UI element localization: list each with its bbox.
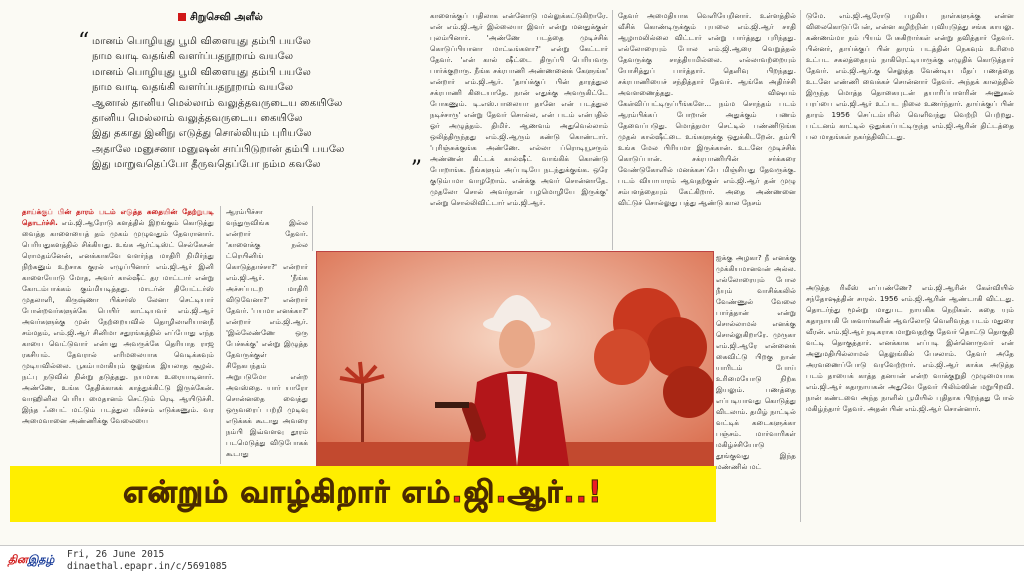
column-divider [800,10,801,522]
body-text: ஆரம்பிச்சா வந்துருவிங்க இல்ல என்றார் தேவர். 'காளைக்கு நல்ல ட்ரெயினிங் கொடுத்தாச்சா?' என்றார் எம்.ஜி.ஆர். 'நீங்க அச்சப்படற மாதிரி விடுவேனா?' என்றார் தேவர். 'பயமா எனக்கா?' என்றார் எம்.ஜி.ஆர். 'இல்லேண்ணே ஒரு பேச்சுக்கு' என்று இழுத்த தேவருக்குள் சிநேகபந்தம் அறுபடுமோ என்ற அவஸ்தை. யார் யாரோ சொன்னதை வைத்து ஒருவரைப் பற்றி முடிவு எடுக்கக் கூடாது அவரை நம்பி இவ்வளவு தூரம் படமெடுத்து விடுபோகக் கூடாது [226,207,308,458]
article-column-4 [618,10,796,248]
poem-line: மானம் பொழியுது பூமி விளையுது தம்பி பயலே [92,36,311,47]
source-url[interactable]: dinaethal.epapr.in/c/5691085 [67,561,228,572]
portrait-illustration [317,252,713,466]
poem-line: மானம் பொழியுது பூமி விளையுது தம்பி பயலே [92,66,311,78]
article-column-5 [806,10,1014,276]
article-column-3 [430,10,608,248]
article-column-2 [226,206,308,464]
footer-meta [67,549,227,573]
column-divider [612,10,613,250]
poem-line: தானிய மெல்லாம் வலுத்தவருடைய கையிலே [92,113,303,125]
body-text: எம்.ஜி.ஆரோடு களத்தில் இறங்கும் கொடுத்து வைத்த காளையைத் தம் முகம் முழுவதும் தேவரானார். பெரியதுகளத்தில் சிக்கியது. உங்க ஆர்ட்டிஸ்ட் செல்கேசன் ரொமதம்னேன், எனக்காகவே வளர்ந்த மாதிரி நிமிர்ந்து நிற்கனும் உற்சாக குரல் எழுப்பினார் எம்.ஜி.ஆர் இனி காளையோடு மோத, அவர் கால்ஷீட் தர மாட்டார் என்று கோடம்பாக்கம் கும்மியடித்தது. மாடர்ன் தியேட்டர்ஸ் முதலாளி, கிருஷ்ணா பிக்சர்ஸ் லேனா செட்டியார் போன்றவர்களுக்கே பெயிர் காட்டியவர் எம்.ஜி.ஆர் அவர்களுக்கு முன் நேற்றையவில் தொழிலாளியானநீ சம்மதம், எம்.ஜி.ஆர் சினிமா சதுரங்கத்தில் எப்போது எந்த காயை வெட்டுவார் என்பது அவருக்கே தெரியாத ராஜ ரகசியம். தேவரால் எரிமலையாக வெடிக்கவும் முடியவில்லை. பூகம்பமாகியும் குலுங்க இயலாத சூழல். நட்பு நடுவில் நின்று தடுத்தது. நயமாக உரையாடினார். அண்ணே, உங்க தேதிக்காகக் காத்துக்கிட்டு இருக்கேன். வாஹினில பெரிய மைதானம் செட்டும் ரெடி ஆயிடுச்சி. இந்த ஃபைட் மட்டும் படத்துல மிச்சம் எடுக்கணும். வர அமைவானை அண்ணிக்கு வேலையை [22,218,214,425]
byline: சிறுசெவி அளீல் [178,12,263,24]
headline-banner [10,466,716,522]
body-text: தேவர் அமைதியாக வெளியேறினார். உள்ளத்தில் வீசிக் கொண்டிருக்கும் புயலை எம்.ஜி.ஆர் சாதி ஆழாமலில்லை விட்டார் என்று பார்த்தது புரிந்தது. எல்லோரையும் போல எம்.ஜி.ஆரை வெறுத்தல் தேவருக்கு சாத்தியமில்லை. எல்லாவற்றையும் யோசித்துப் பார்த்தார். தெளிவு பிறந்தது. சக்ரபாணியைச் சந்தித்தார் தேவர். ஆங்கே அதிர்ச்சி அவளணைத்தது. விஷயம் கேள்விப்பட்டிருப்பீங்களே... நம்ம சொந்தம் படம் ஆரம்பிக்கப் போறான் அதுக்கும் பணம் தேவைப்படுது. மொத்தமா செட்டில் பண்ணிடுங்க முதல் கால்ஷீட்டை உங்களுக்கு ஒதுக்கிடறேன். தம்பி உங்க மேல பிரியமா இருக்கான். உடனே முடிச்சிக் கொடுப்பான். சக்ரபாணியின் சர்க்கரை வேண்டுகோளில் மனக்கசப்பே மிஞ்சியது தேவருக்கு. படம் வியாபாரம் ஆவதற்குள் எம்.ஜி.ஆர் தன் முழு சம்பளத்தையும் கேட்கிறார். அதை அண்ணனை விட்டுச் சொல்லுது பத்து ஆண்டு கால நேசம் [618,11,796,207]
close-quote-icon: ” [410,156,422,182]
poem-quote [78,29,422,182]
body-text: காளைக்குப் பதிலாக என்னோடு மல்லுக்கட்டுகிறாரே. என் எம்.ஜி.ஆர் இல்லையா இவர் என்று மனதுக்குள் புலம்பினார். 'அண்ணே படத்தை முடிச்சிக் கொடுப்பியானா மாட்டீங்களா?' என்று கேட்டார் தேவர். 'என் கால் ஷீட்டை திருப்பி பெரியவரு பார்க்குறாரு. நீங்க சக்ரபாணி அண்ணனைக் கேளுங்க' என்றார் எம்.ஜி.ஆர். 'தாய்க்குப் பின் தாரத்துல சக்ரபாணி கிடையாதே. நான் எதுக்கு அவருகிட்டே போகணும். டி.எஸ்.பாலையா தானே என் படத்துல நடிச்சாரு' என்று தேவர் சொல்ல, என் படம் என்பதில் ஓர் அழுத்தம். திமிர். ஆணவம் அதுவெல்லாம் ஒலித்திருந்தது எம்.ஜி.ஆரும் கண்டு கொண்டார். 'புரிஞ்சுக்குங்க அண்ணே. எல்லா ப்ரொடியூசரும் அண்ணன் கிட்டக் கால்ஷீட் வாங்கிக் கொண்டு போறாங்க. நீங்களும் அப்படியே நடந்துக்குங்க. ஒரே குடும்பமா வாழறோம். என்க்கு அவர் சொன்னாதே. முதலோ சொல் அவர்தான் பழமொழியே இருக்கு' என்று சொல்லிவிட்டார் எம்.ஜி.ஆர். [430,11,608,207]
poem-line: அதாலே மனுசனா மனுஷன் சாப்பிடுறான் தம்பி பயலே [92,143,345,155]
poem-line: நாம வாடி வதங்கி வளர்ப்பதநூறாம் வயலே [92,51,294,63]
poem-line: இது தகாது இனிநு எடுத்து சொல்லியும் புரியலே [92,128,312,140]
column-divider [220,206,221,464]
poem-line: இது மாறுவதெப்போ தீருவதெப்போ நம்ம கவலே [92,159,321,171]
poem-line: நாம வாடி வதங்கி வளர்ப்பதநூறாம் வயலே [92,82,294,94]
article-column-4b [716,252,796,520]
red-square-icon [178,13,186,21]
body-text: அடுத்த ரிலீஸ் எப்பண்ணே? எம்.ஜி.ஆரின் கேள்வியில் சந்தோஷத்தின் சாரல். 1956 எம்.ஜி.ஆரின் ஆண்டாகி விட்டது. தொடர்ந்து மூன்று மாதுபட நாயகிக நெறிகள். கதை யும் கதாநாயகி பேசுவார்களின் ஆவலோடு வெளிவந்த படம் மதுரை வீரன். எம்.ஜி.ஆர் நடிகராக மாறுவதற்கு தேவர் தொட்டு தொகுதி வட்டி தொகுத்தார். எனக்காக எப்படி இன்னொருவர் என் அனுமதியில்லாமல் தெலுங்கில் பேசலாம். தேவர் அதே அரவணைப்போடு வரவேற்றார். எம்.ஜி.ஆர் காக்க அடுத்த படம் தாயைக் காத்த தனயன் என்ற வாக்குறுதி முழுமையாக எம்.ஜி.ஆர் கதாநாயகன் அதுவே தேவர் பிலிம்ஸின் மறுபிறவி. நான் கண்டவை அந்த நாளில் பூமியில் புதிதாக பிறந்தது போல் மகிழ்ந்தார் தேவர். அதன் பின் எம்.ஜி.ஆர் சொன்னார். [806,283,1014,413]
column-divider [312,206,313,251]
mgr-portrait-photo [316,251,714,467]
body-text: டுமே. எம்.ஜி.ஆரோடு பழகிய நாள்களுக்கு என்ன விலைகொடுப்பேன், என்ன கழிற்றின் புவியுடுத்து சங்க காயலு. கண்ணம்மா நம் பியம் பேசுகிறார்கள் என்று தவித்தார் தேவர். பின்னர், தாய்க்குப் பின் தாரம் படத்தின் நெகவும் உரிமை உட்பட சகலத்தையும் நாகிரெட்டியாருக்கு எழுதிக் கொடுத்தார் தேவர். எம்.ஜி.ஆர்.கு செலுத்த வேண்டிய மீதப் பணத்தை உடனே எண்ணி வைக்கச் சொன்னார் தேவர். அந்தக் காலத்தில் இருந்த மொத்த தொகையுடன் தயாரிப்பாளரின் அணுகல் பரப்பை எம்.ஜி.ஆர் உட்பட நிலை உணர்ந்தார். தாய்க்குப் பின் தாரம் 1956 செப்டம்பரில் வெளிவந்து வெற்றி பெற்றது. பட்டனம் காட்டில் ஒதுக்கப்பட்டிருந்த எம்.ஜி.ஆரின் திட்டத்தை பல மாதங்கள் நகர்த்திவிட்டது. [806,11,1014,141]
open-quote-icon: “ [78,29,90,54]
article-column-5b [806,282,1014,518]
poem-line: ஆனால் தானிய மெல்லாம் வலுத்தவருடைய கையிலே [92,97,343,109]
dinaethal-logo: தினஇதழ் [8,553,55,566]
headline: என்றும் வாழ்கிறார் எம்.ஜி.ஆர்..! [123,474,603,510]
body-text: ஐக்கு அழகா? நீ எனக்கு முக்கியமானவன் அல்ல. எல்லோரையும் போல நீயும் வாசிக்கலில் வேண்ணுல் வேலை பார்த்தான் என்று சொல்லாமல் எனக்கு சொல்லுகிறாரே. முருகா எம்.ஜி.ஆரே என்னைக் கைவிட்டு பிறகு நான் யாரிடம் போய் உரிமையோடு நிற்க இயலும். பணத்தை எப்படியாவது கொடுத்து விடலாம். தமிழ் நாட்டில் வட்டிக் கடைகளுக்கா பஞ்சம். மார்வாரிகள் மகிழ்ச்சியோடு தூங்குவது இந்த மண்ணில் மட் [716,253,796,471]
publish-date: Fri, 26 June 2015 [67,549,165,560]
lead-text: தாய்க்குப் பின் தாரம் படம் எடுத்த கதையின் தேற்றுபடி தொடர்ச்சி. [22,207,214,227]
